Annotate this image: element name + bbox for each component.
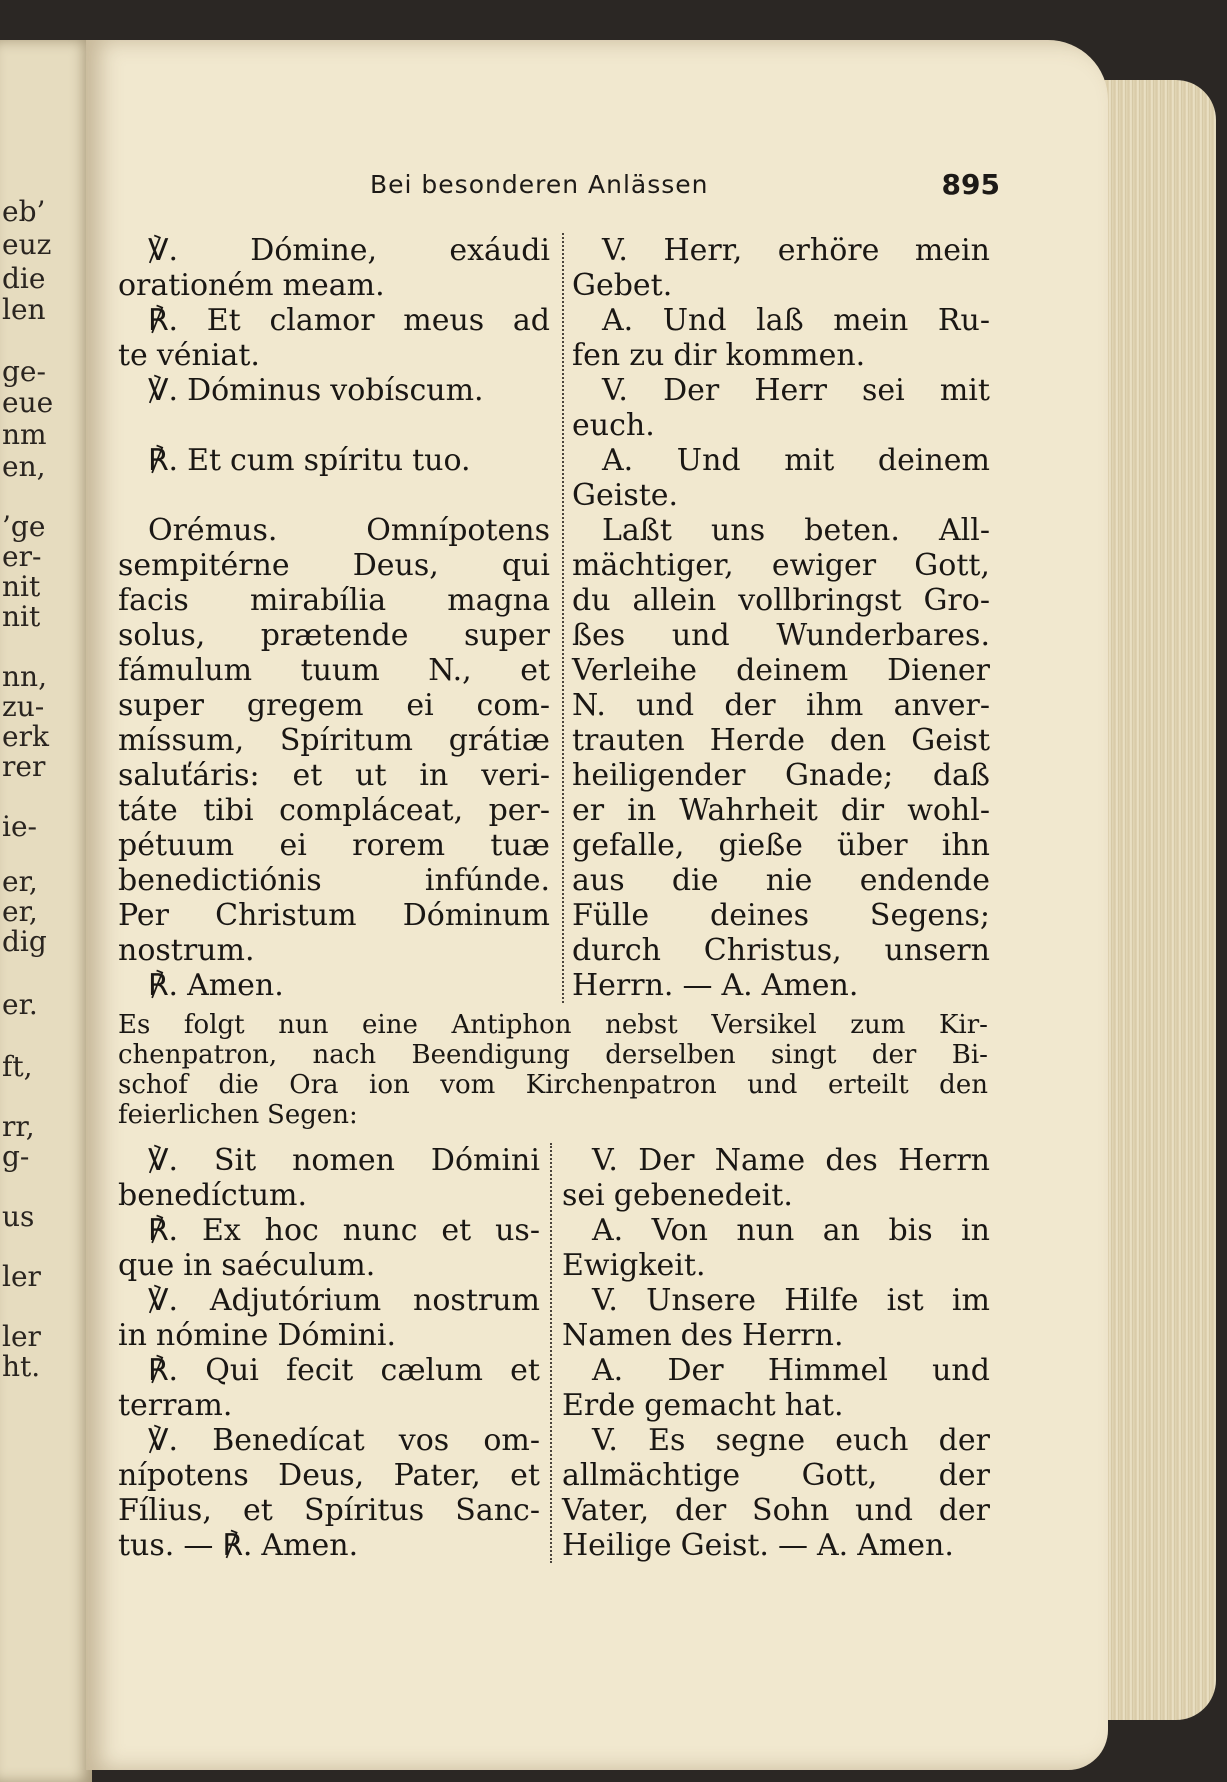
text-line: Verleihe deinem Diener — [572, 653, 990, 688]
paragraph — [118, 373, 550, 408]
paragraph — [118, 513, 550, 968]
text-line: V. Der Name des Herrn — [592, 1143, 990, 1178]
paragraph — [118, 1353, 540, 1423]
left-page-fragment: er, — [2, 865, 38, 898]
text-line: Fülle deines Segens; — [572, 898, 990, 933]
paragraph-gap — [118, 408, 550, 443]
text-line: A. Der Himmel und — [592, 1353, 990, 1388]
text-line: sei gebenedeit. — [562, 1178, 793, 1213]
left-page-fragment: nm — [2, 418, 47, 451]
text-line: ℣. Benedícat vos om- — [148, 1423, 540, 1458]
paragraph-gap — [118, 478, 550, 513]
left-page-fragment: eb’ — [2, 195, 46, 228]
text-line: aus die nie endende — [572, 863, 990, 898]
german-column-1 — [572, 233, 990, 1003]
rubric-note — [118, 1010, 988, 1130]
text-line: míssum, Spíritum grátiæ — [118, 723, 550, 758]
text-line: Es folgt nun eine Antiphon nebst Versikel zum Kir- — [118, 1010, 988, 1040]
text-line: Orémus. Omnípotens — [148, 513, 550, 548]
paragraph — [118, 968, 550, 1003]
text-line: V. Unsere Hilfe ist im — [592, 1283, 990, 1318]
latin-column-2 — [118, 1143, 540, 1563]
text-line: Herrn. — A. Amen. — [572, 968, 859, 1003]
left-page-fragment: zu- — [2, 690, 45, 723]
text-line: ßes und Wunderbares. — [572, 618, 990, 653]
text-line: Ewigkeit. — [562, 1248, 706, 1283]
text-line: er in Wahrheit dir wohl- — [572, 793, 990, 828]
left-page-fragment: ler — [2, 1260, 41, 1293]
left-page-fragment: nn, — [2, 660, 47, 693]
text-line: benedíctum. — [118, 1178, 307, 1213]
german-column-2 — [562, 1143, 990, 1563]
text-line: sempitérne Deus, qui — [118, 548, 550, 583]
left-page-fragment: ft, — [2, 1050, 33, 1083]
paragraph — [562, 1353, 990, 1423]
paragraph — [562, 1423, 990, 1563]
text-line: táte tibi compláceat, per- — [118, 793, 550, 828]
paragraph — [118, 1283, 540, 1353]
column-divider — [562, 233, 564, 1003]
paragraph — [118, 1423, 540, 1563]
page-number: 895 — [941, 168, 1000, 201]
text-line: solus, prætende super — [118, 618, 550, 653]
text-line: ℣. Sit nomen Dómini — [148, 1143, 540, 1178]
left-page-fragment: ie- — [2, 810, 37, 843]
text-line: du allein vollbringst Gro- — [572, 583, 990, 618]
text-line: heiligender Gnade; daß — [572, 758, 990, 793]
text-line: Gebet. — [572, 268, 673, 303]
text-line: saluťáris: et ut in veri- — [118, 758, 550, 793]
text-line: trauten Herde den Geist — [572, 723, 990, 758]
left-page-fragment: dig — [2, 925, 47, 958]
text-line: chenpatron, nach Beendigung derselben singt der Bi- — [118, 1040, 988, 1070]
text-line: benedictiónis infúnde. — [118, 863, 550, 898]
left-page-fragment: ht. — [2, 1350, 41, 1383]
text-line: A. Und laß mein Ru- — [602, 303, 990, 338]
paragraph — [118, 443, 550, 478]
text-line: schof die Ora ion vom Kirchenpatron und erteilt den — [118, 1070, 988, 1100]
text-line: que in saéculum. — [118, 1248, 376, 1283]
left-page-fragment: rr, — [2, 1110, 35, 1143]
running-head: Bei besonderen Anlässen — [370, 170, 709, 199]
paragraph — [562, 1213, 990, 1283]
text-line: ℟. Et clamor meus ad — [148, 303, 550, 338]
text-line: ℟. Qui fecit cælum et — [148, 1353, 540, 1388]
text-line: orationém meam. — [118, 268, 385, 303]
text-line: A. Und mit deinem — [602, 443, 990, 478]
paragraph — [572, 303, 990, 373]
text-line: fen zu dir kommen. — [572, 338, 866, 373]
left-page-fragment: ’ge — [2, 510, 46, 543]
text-line: N. und der ihm anver- — [572, 688, 990, 723]
text-line: Erde gemacht hat. — [562, 1388, 844, 1423]
left-page-fragment: er, — [2, 895, 38, 928]
page-header — [370, 170, 1000, 210]
latin-column-1 — [118, 233, 550, 1003]
left-page-fragment: nit — [2, 600, 41, 633]
paragraph — [118, 1143, 540, 1213]
paragraph — [572, 513, 990, 1003]
left-page-fragment: er. — [2, 988, 38, 1021]
left-page-edge — [0, 40, 92, 1782]
text-line: ℣. Adjutórium nostrum — [148, 1283, 540, 1318]
left-page-fragment: us — [2, 1200, 35, 1233]
text-line: Per Christum Dóminum — [118, 898, 550, 933]
text-line: Laßt uns beten. All- — [602, 513, 990, 548]
left-page-fragment: g- — [2, 1140, 30, 1173]
paragraph — [572, 443, 990, 513]
left-page-fragment: euz — [2, 228, 52, 261]
text-line: ℟. Et cum spíritu tuo. — [148, 443, 471, 478]
text-line: gefalle, gieße über ihn — [572, 828, 990, 863]
text-line: V. Der Herr sei mit — [602, 373, 990, 408]
text-line: ℟. Amen. — [148, 968, 284, 1003]
text-line: ℣. Dómine, exáudi — [148, 233, 550, 268]
text-line: terram. — [118, 1388, 233, 1423]
left-page-fragment: die — [2, 262, 46, 295]
left-page-fragment: len — [2, 293, 46, 326]
text-line: Heilige Geist. — A. Amen. — [562, 1528, 954, 1563]
left-page-fragment: nit — [2, 570, 41, 603]
text-line: euch. — [572, 408, 655, 443]
column-divider-2 — [550, 1143, 552, 1563]
page-edges — [1098, 80, 1216, 1720]
text-line: Fílius, et Spíritus Sanc- — [118, 1493, 540, 1528]
text-line: mächtiger, ewiger Gott, — [572, 548, 990, 583]
text-line: feierlichen Segen: — [118, 1100, 358, 1130]
paragraph — [118, 233, 550, 303]
left-page-fragment: rer — [2, 750, 46, 783]
text-line: Geiste. — [572, 478, 679, 513]
text-line: allmächtige Gott, der — [562, 1458, 990, 1493]
text-line: in nómine Dómini. — [118, 1318, 397, 1353]
text-line: fámulum tuum N., et — [118, 653, 550, 688]
paragraph — [118, 1213, 540, 1283]
left-page-fragment: en, — [2, 450, 46, 483]
left-page-fragment: erk — [2, 720, 49, 753]
left-page-fragment: ge- — [2, 355, 46, 388]
text-line: durch Christus, unsern — [572, 933, 990, 968]
text-line: nostrum. — [118, 933, 255, 968]
text-line: V. Es segne euch der — [592, 1423, 990, 1458]
paragraph — [118, 303, 550, 373]
left-page-fragment: er- — [2, 540, 42, 573]
text-line: te véniat. — [118, 338, 260, 373]
text-line: tus. — ℟. Amen. — [118, 1528, 359, 1563]
text-line: facis mirabília magna — [118, 583, 550, 618]
text-line: V. Herr, erhöre mein — [602, 233, 990, 268]
text-line: Namen des Herrn. — [562, 1318, 844, 1353]
left-page-fragment: eue — [2, 386, 54, 419]
paragraph — [562, 1143, 990, 1213]
text-line: A. Von nun an bis in — [592, 1213, 990, 1248]
text-line: ℟. Ex hoc nunc et us- — [148, 1213, 540, 1248]
paragraph — [562, 1283, 990, 1353]
left-page-fragment: ler — [2, 1320, 41, 1353]
paragraph — [572, 233, 990, 303]
text-line: Vater, der Sohn und der — [562, 1493, 990, 1528]
text-line: pétuum ei rorem tuæ — [118, 828, 550, 863]
text-line: nípotens Deus, Pater, et — [118, 1458, 540, 1493]
text-line: super gregem ei com- — [118, 688, 550, 723]
text-line: ℣. Dóminus vobíscum. — [148, 373, 484, 408]
paragraph — [572, 373, 990, 443]
